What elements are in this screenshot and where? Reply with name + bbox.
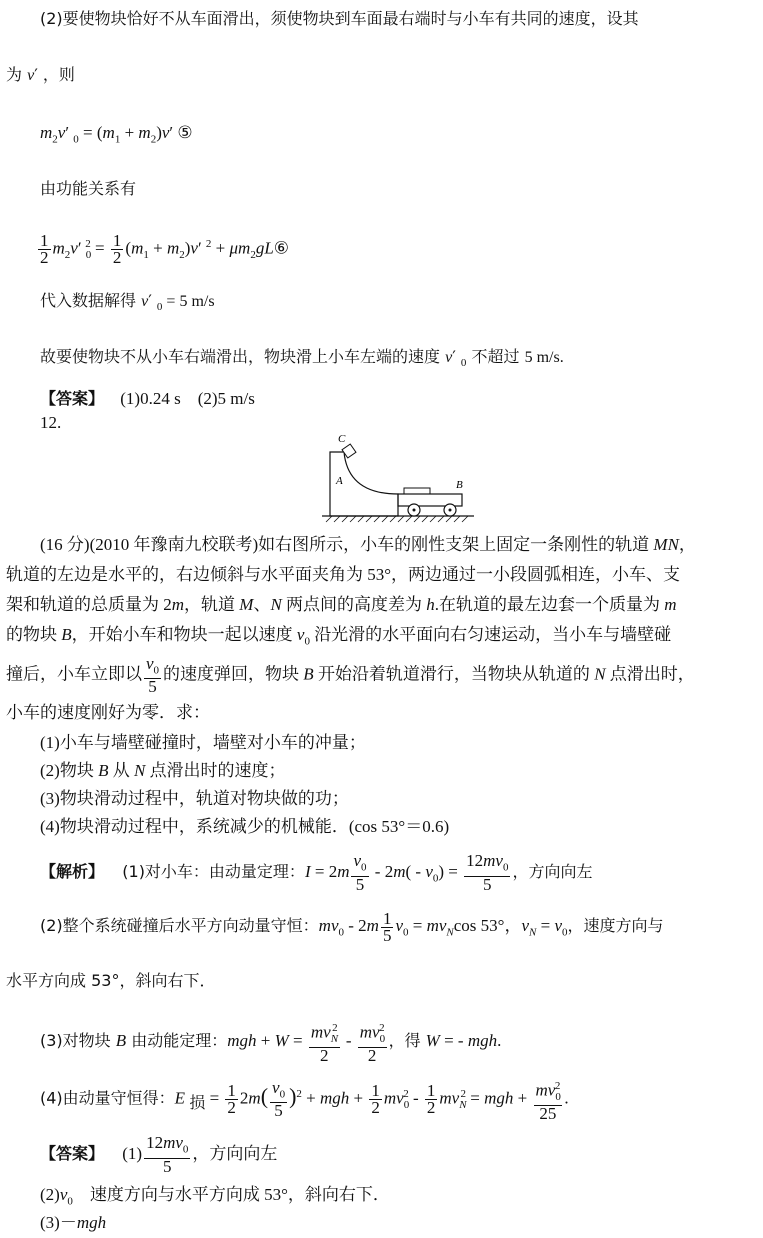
q12-line-3: 架和轨道的总质量为 2m，轨道 M、N 两点间的高度差为 h.在轨道的最左边套一个质量为 m xyxy=(6,595,677,614)
q12-line-4: 的物块 B，开始小车和物块一起以速度 $v_0$ 沿光滑的水平面向右匀速运动，当小车与墙壁碰 xyxy=(6,625,672,648)
analysis-2: (2)整个系统碰撞后水平方向动量守恒：$mv_0 - 2m$ $\frac{1}{5}$ $v_0 = mv_N\cos$ 53°，$v_N = v_0$，速度方向与 xyxy=(40,908,664,945)
paragraph-part2-intro-cont: 为 v′ ，则 xyxy=(6,65,75,84)
analysis-4: (4)由动量守恒得：E $_损$ = $\frac{1}{2}$ 2m( $\frac{v_0}{5}$ )$^2$ + mgh + $\frac{1}{2}$ $mv_0^2$ - $\frac{1}{2}$ $mv_N^2$ = mgh + $\frac{mv_0^2}{25}$ . xyxy=(40,1078,569,1123)
analysis-1: 【解析】 (1)对小车：由动量定理：I = 2m $\frac{v_0}{5}$ - $2m( - v_0)$ = $\frac{12mv_0}{5}$ ，方向向左 xyxy=(40,851,593,894)
energy-relation-title: 由功能关系有 xyxy=(40,179,137,198)
label-a: A xyxy=(336,475,343,487)
q12-line-1: (16 分)(2010 年豫南九校联考)如右图所示，小车的刚性支架上固定一条刚性的轨道 MN， xyxy=(40,535,696,554)
analysis-label: 【解析】 xyxy=(40,862,105,881)
substitution-line: 代入数据解得 v′ $_0$ = 5 m/s xyxy=(40,291,215,314)
q12-sub-3: (3)物块滑动过程中，轨道对物块做的功； xyxy=(40,789,349,808)
q12-line-2: 轨道的左边是水平的，右边倾斜与水平面夹角为 53°，两边通过一小段圆弧相连，小车、支 xyxy=(6,565,681,584)
question-number: 12. xyxy=(40,413,62,432)
label-b: B xyxy=(456,479,463,491)
equation-5: $m_2v'$ $_0 = (m_1 + m_2)v'$ ⑤ xyxy=(40,123,193,146)
answer-12-1: 【答案】 (1) $\frac{12mv_0}{5}$ ，方向向左 xyxy=(40,1133,278,1176)
q12-line-5: 撞后，小车立即以 $\frac{v_0}{5}$ 的速度弹回，物块 B 开始沿着轨道滑行，当物块从轨道的 N 点滑出时， xyxy=(6,654,695,697)
cart-track-figure xyxy=(318,432,478,528)
label-c: C xyxy=(338,433,346,445)
conclusion-line: 故要使物块不从小车右端滑出，物块滑上小车左端的速度 v′ $_0$ 不超过 5 m/s. xyxy=(40,347,564,370)
paragraph-part2-intro: (2)要使物块恰好不从车面滑出，须使物块到车面最右端时与小车有共同的速度，设其 xyxy=(40,9,639,28)
answer-11 xyxy=(40,388,255,410)
answer-12-label: 【答案】 xyxy=(40,1144,105,1163)
analysis-3: (3)对物块 B 由动能定理：mgh + W = $\frac{mv_N^2}{2}$ - $\frac{mv_0^2}{2}$ ，得 W = - mgh. xyxy=(40,1022,502,1066)
answer-12-2: $(2)v_0$ 速度方向与水平方向成 53°，斜向右下． xyxy=(40,1185,390,1208)
analysis-2-cont: 水平方向成 53°，斜向右下． xyxy=(6,971,216,990)
q12-line-6: 小车的速度刚好为零．求： xyxy=(6,703,210,722)
q12-sub-1: (1)小车与墙壁碰撞时，墙壁对小车的冲量； xyxy=(40,733,366,752)
answer-label: 【答案】 xyxy=(40,389,105,408)
answer-12-3: (3)－mgh xyxy=(40,1213,107,1232)
answer-11-text: (1)0.24 s (2)5 m/s xyxy=(120,389,255,408)
equation-6: $\frac{1}{2}$ $m_2v'$ $_0^2$ = $\frac{1}{2}$ $(m_1 + m_2)v'$ $^2 + \mu m_2gL⑥$ xyxy=(40,231,290,268)
q12-sub-2: (2)物块 B 从 N 点滑出时的速度； xyxy=(40,761,286,780)
q12-sub-4: (4)物块滑动过程中，系统减少的机械能．(cos 53°＝0.6) xyxy=(40,817,450,836)
